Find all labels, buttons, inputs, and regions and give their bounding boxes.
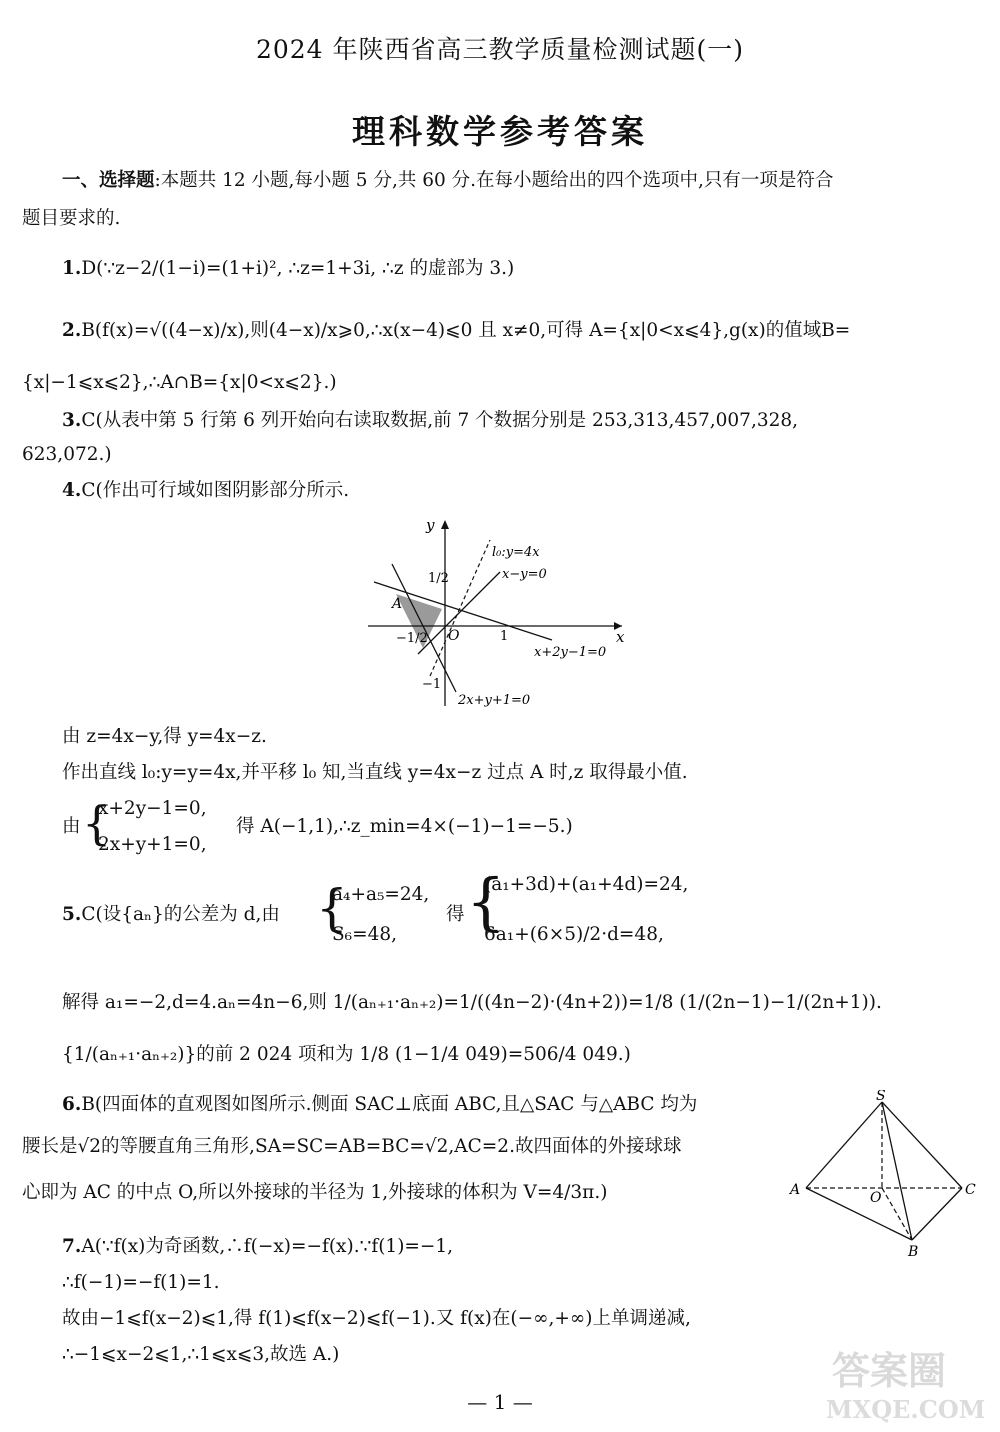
answer-3-line-2: 623,072.) <box>22 444 112 465</box>
answer-5-system-2-top: (a₁+3d)+(a₁+4d)=24, <box>484 874 689 895</box>
answer-4-system-bottom: 2x+y+1=0, <box>98 834 207 855</box>
answer-2 <box>62 318 850 344</box>
watermark-top-text: 答案圈 <box>832 1348 947 1393</box>
label-line-2: 2x+y+1=0 <box>458 693 531 708</box>
answer-4 <box>62 478 349 504</box>
answer-4-line-2: 由 z=4x−y,得 y=4x−z. <box>62 726 267 747</box>
y-axis-arrow <box>441 520 449 529</box>
label-l0: l₀:y=4x <box>492 545 540 560</box>
answer-4-line-1: C(作出可行域如图阴影部分所示. <box>81 480 350 501</box>
answer-4-system-top: x+2y−1=0, <box>98 798 207 819</box>
answer-2-line-2: {x|−1⩽x⩽2},∴A∩B={x|0<x⩽2}.) <box>22 372 337 393</box>
answer-5-line-2: 解得 a₁=−2,d=4.aₙ=4n−6,则 1/(aₙ₊₁·aₙ₊₂)=1/((4n−2)·(4n+2))=1/8 (1/(2n−1)−1/(2n+1)). <box>62 992 882 1013</box>
tetrahedron-figure <box>786 1090 982 1260</box>
page-number: — 1 — <box>467 1390 533 1414</box>
answer-7-number: 7. <box>62 1236 82 1257</box>
vertex-S: S <box>876 1090 886 1104</box>
line-l0-dashed <box>430 540 490 676</box>
system-brace-5a: { <box>316 879 348 937</box>
answer-5-system-1-bottom: S₆=48, <box>332 924 398 945</box>
answer-5-system-2-bottom: 6a₁+(6×5)/2·d=48, <box>484 924 664 945</box>
answer-2-line-1: B(f(x)=√((4−x)/x),则(4−x)/x⩾0,∴x(x−4)⩽0 且 x≠0,可得 A={x|0<x⩽4},g(x)的值域B= <box>81 320 851 341</box>
label-x-minus-y: x−y=0 <box>502 567 547 582</box>
answer-5-mid: 得 <box>446 904 465 925</box>
section-text-2: 题目要求的. <box>22 208 121 229</box>
answer-4-line-3: 作出直线 l₀:y=y=4x,并平移 l₀ 知,当直线 y=4x−z 过点 A 时,z 取得最小值. <box>62 762 688 783</box>
label-neg-one: −1 <box>422 677 442 692</box>
edge-SA <box>806 1102 882 1188</box>
section-label: 一、选择题 <box>62 170 155 191</box>
answer-5-line-3: {1/(aₙ₊₁·aₙ₊₂)}的前 2 024 项和为 1/8 (1−1/4 049)=506/4 049.) <box>62 1044 631 1065</box>
answer-4-system-result: 得 A(−1,1),∴z_min=4×(−1)−1=−5.) <box>236 816 573 837</box>
answer-7 <box>62 1234 453 1260</box>
system-brace: { <box>82 796 112 850</box>
answer-2-number: 2. <box>62 320 82 341</box>
section-text-1: :本题共 12 小题,每小题 5 分,共 60 分.在每小题给出的四个选项中,只有一项是符合 <box>154 170 834 191</box>
answer-6-number: 6. <box>62 1094 82 1115</box>
answer-3-line-1: C(从表中第 5 行第 6 列开始向右读取数据,前 7 个数据分别是 253,313,457,007,328, <box>81 410 799 431</box>
label-one: 1 <box>500 629 509 644</box>
answer-6-line-2: 腰长是√2的等腰直角三角形,SA=SC=AB=BC=√2,AC=2.故四面体的外接球球 <box>22 1136 682 1157</box>
label-neg-half: −1/2 <box>396 631 428 646</box>
answer-6-line-1: B(四面体的直观图如图所示.侧面 SAC⊥底面 ABC,且△SAC 与△ABC 均为 <box>81 1094 698 1115</box>
vertex-B: B <box>908 1244 919 1260</box>
answer-1-number: 1. <box>62 258 82 279</box>
section-intro <box>62 168 833 194</box>
page-header: 2024 年陕西省高三教学质量检测试题(一) <box>255 35 745 64</box>
system-brace-5b: { <box>466 865 506 938</box>
answer-3-number: 3. <box>62 410 82 431</box>
answer-7-line-1: A(∵f(x)为奇函数,∴f(−x)=−f(x).∵f(1)=−1, <box>81 1236 454 1257</box>
page-title: 理科数学参考答案 <box>352 112 648 151</box>
answer-7-line-3: 故由−1⩽f(x−2)⩽1,得 f(1)⩽f(x−2)⩽f(−1).又 f(x)在(−∞,+∞)上单调递减, <box>62 1308 691 1329</box>
feasible-region-figure <box>360 516 630 712</box>
label-half: 1/2 <box>428 571 449 586</box>
label-O: O <box>448 628 460 644</box>
answer-4-system-prefix: 由 <box>62 816 81 837</box>
point-O: O <box>870 1190 882 1206</box>
watermark-bottom-text: MXQE.COM <box>826 1395 986 1424</box>
answer-6-line-3: 心即为 AC 的中点 O,所以外接球的半径为 1,外接球的体积为 V=4/3π.) <box>22 1182 608 1203</box>
answer-6 <box>62 1092 697 1118</box>
answer-4-number: 4. <box>62 480 82 501</box>
vertex-A: A <box>790 1182 801 1198</box>
vertex-C: C <box>965 1182 976 1198</box>
answer-5-system-1-top: a₄+a₅=24, <box>332 884 430 905</box>
answer-5-number: 5. <box>62 904 82 925</box>
label-line-1: x+2y−1=0 <box>534 645 607 660</box>
answer-1-text: D(∵z−2/(1−i)=(1+i)², ∴z=1+3i, ∴z 的虚部为 3.) <box>81 258 515 279</box>
label-x: x <box>616 628 625 646</box>
answer-7-line-4: ∴−1⩽x−2⩽1,∴1⩽x⩽3,故选 A.) <box>62 1344 340 1365</box>
answer-3 <box>62 408 798 434</box>
answer-5-prefix: C(设{aₙ}的公差为 d,由 <box>81 904 280 925</box>
label-A: A <box>392 596 403 612</box>
edge-AB <box>806 1188 912 1240</box>
edge-SB <box>882 1102 912 1240</box>
edge-CB <box>912 1188 962 1240</box>
edge-SC <box>882 1102 962 1188</box>
answer-5 <box>62 902 280 928</box>
watermark-logo <box>812 1336 990 1426</box>
label-y: y <box>426 516 435 534</box>
answer-1 <box>62 256 514 282</box>
answer-7-line-2: ∴f(−1)=−f(1)=1. <box>62 1272 220 1293</box>
